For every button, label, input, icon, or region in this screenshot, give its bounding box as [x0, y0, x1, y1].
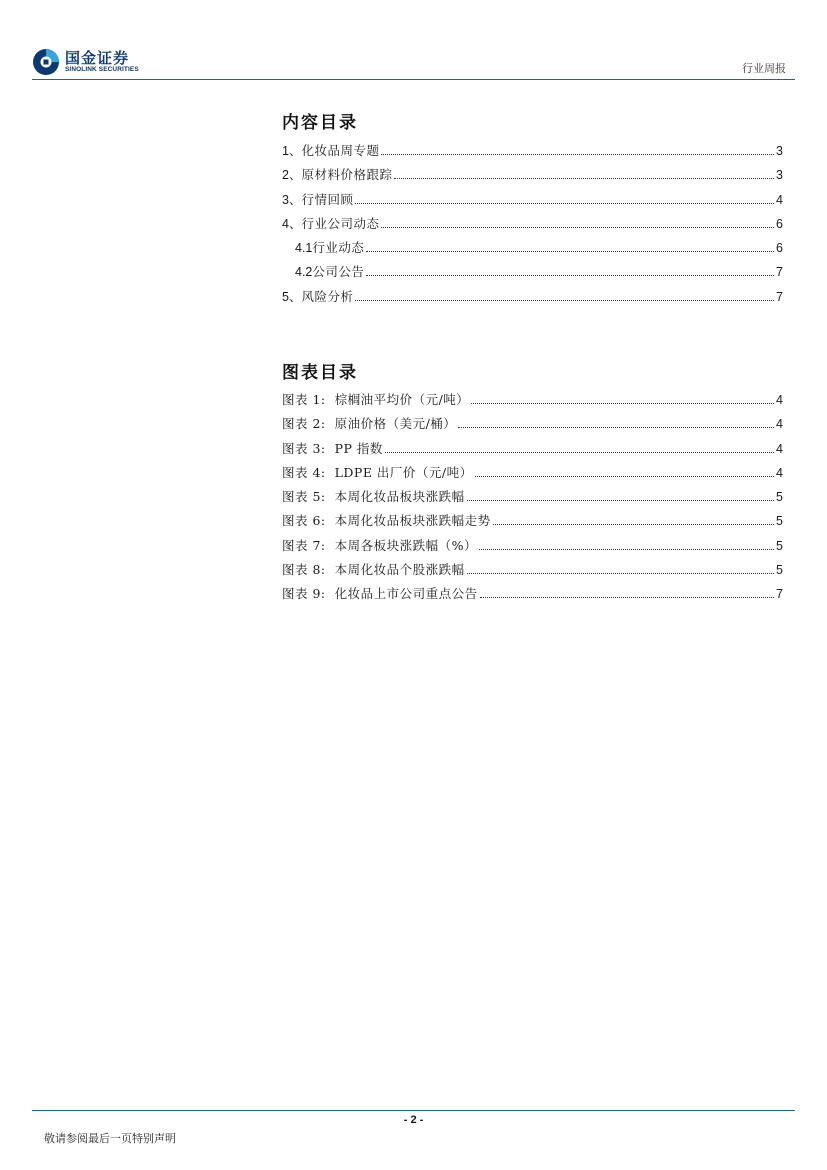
figure-entry-number: 图表 3: [282, 440, 335, 456]
figure-entry[interactable] [282, 511, 783, 535]
toc-leader-dots [366, 251, 774, 252]
figures-title: 图表目录 [282, 363, 358, 383]
toc-entry-page: 4 [776, 192, 783, 207]
page-number: - 2 - [403, 1114, 424, 1126]
figure-entry-title: 本周化妆品板块涨跌幅 [334, 489, 465, 505]
toc-entry-title: 行业公司动态 [301, 215, 380, 231]
toc-leader-dots [475, 476, 774, 477]
figure-entry-number: 图表 9: [282, 586, 335, 602]
contents-title: 内容目录 [282, 113, 358, 133]
figure-entry-title: 本周各板块涨跌幅（%） [334, 537, 477, 553]
figure-entry-page: 7 [776, 587, 783, 602]
figure-entry-number: 图表 4: [282, 464, 335, 480]
footer-divider [32, 1110, 795, 1111]
toc-entry-number: 4.2 [295, 265, 313, 280]
figure-entry-number: 图表 8: [282, 562, 335, 578]
toc-entry-number: 2、 [282, 168, 302, 183]
figure-entry-title: 化妆品上市公司重点公告 [334, 586, 478, 602]
figure-entry[interactable] [282, 439, 783, 463]
figure-entry-number: 图表 5: [282, 489, 335, 505]
figure-entry[interactable] [282, 390, 783, 414]
figure-entry-page: 4 [776, 393, 783, 407]
toc-leader-dots [467, 500, 774, 501]
figures-section [282, 358, 783, 609]
company-logo [32, 46, 172, 78]
figure-entry[interactable] [282, 463, 783, 487]
figure-entry-page: 5 [776, 563, 783, 578]
report-type-label: 行业周报 [742, 62, 786, 75]
toc-entry-number: 1、 [282, 144, 302, 158]
contents-section [282, 108, 783, 311]
contents-list [282, 141, 783, 311]
toc-entry-number: 5、 [282, 289, 302, 304]
figure-entry-page: 4 [776, 465, 783, 480]
toc-entry[interactable] [282, 141, 783, 165]
toc-entry-page: 6 [776, 216, 783, 231]
sinolink-logo-icon [32, 48, 60, 76]
figure-entry-number: 图表 1: [282, 392, 335, 407]
toc-leader-dots [355, 300, 774, 301]
figure-entry[interactable] [282, 560, 783, 584]
figure-entry-page: 4 [776, 417, 783, 432]
toc-entry-page: 7 [776, 265, 783, 280]
figure-entry[interactable] [282, 487, 783, 511]
figure-entry-page: 4 [776, 441, 783, 456]
figure-entry-title: 棕榈油平均价（元/吨） [334, 392, 470, 407]
footer-disclaimer: 敬请参阅最后一页特别声明 [44, 1132, 176, 1145]
toc-leader-dots [493, 524, 774, 525]
figure-entry[interactable] [282, 536, 783, 560]
figure-entry-title: 本周化妆品板块涨跌幅走势 [334, 513, 491, 529]
toc-leader-dots [458, 427, 774, 428]
toc-entry-title: 风险分析 [301, 288, 354, 304]
figure-entry-title: PP 指数 [334, 440, 383, 456]
figure-entry-page: 5 [776, 514, 783, 529]
figure-entry-number: 图表 2: [282, 416, 335, 432]
figures-list [282, 390, 783, 609]
figure-entry-page: 5 [776, 490, 783, 505]
figure-entry-title: LDPE 出厂价（元/吨） [334, 464, 473, 480]
logo-english-name: SINOLINK SECURITIES [65, 66, 139, 73]
toc-leader-dots [381, 227, 774, 228]
header-divider [32, 79, 795, 80]
toc-entry-title: 行情回顾 [301, 191, 354, 207]
toc-leader-dots [479, 549, 774, 550]
toc-leader-dots [467, 573, 774, 574]
logo-chinese-name: 国金证券 [65, 49, 130, 67]
toc-entry[interactable] [282, 190, 783, 214]
toc-entry-title: 公司公告 [312, 264, 365, 280]
toc-entry[interactable] [282, 165, 783, 189]
toc-entry-title: 化妆品周专题 [301, 143, 380, 158]
toc-entry-number: 3、 [282, 192, 302, 207]
toc-subentry[interactable] [282, 238, 783, 262]
toc-leader-dots [355, 203, 774, 204]
toc-entry-number: 4.1 [295, 241, 313, 256]
toc-entry[interactable] [282, 214, 783, 238]
toc-entry-page: 7 [776, 289, 783, 304]
toc-entry-title: 行业动态 [312, 240, 365, 256]
toc-entry-page: 3 [776, 144, 783, 158]
toc-leader-dots [385, 452, 774, 453]
page-header [0, 0, 827, 80]
toc-entry-title: 原材料价格跟踪 [301, 167, 393, 183]
figure-entry[interactable] [282, 584, 783, 608]
figure-entry-number: 图表 6: [282, 513, 335, 529]
toc-leader-dots [471, 403, 774, 404]
toc-entry-page: 6 [776, 241, 783, 256]
toc-leader-dots [394, 178, 774, 179]
toc-leader-dots [381, 154, 774, 155]
figure-entry[interactable] [282, 414, 783, 438]
toc-subentry[interactable] [282, 262, 783, 286]
toc-entry-page: 3 [776, 168, 783, 183]
figure-entry-title: 本周化妆品个股涨跌幅 [334, 562, 465, 578]
figure-entry-page: 5 [776, 538, 783, 553]
toc-entry[interactable] [282, 287, 783, 311]
figure-entry-title: 原油价格（美元/桶） [334, 416, 457, 432]
toc-leader-dots [366, 275, 774, 276]
figure-entry-number: 图表 7: [282, 537, 335, 553]
toc-leader-dots [480, 597, 774, 598]
toc-entry-number: 4、 [282, 216, 302, 231]
